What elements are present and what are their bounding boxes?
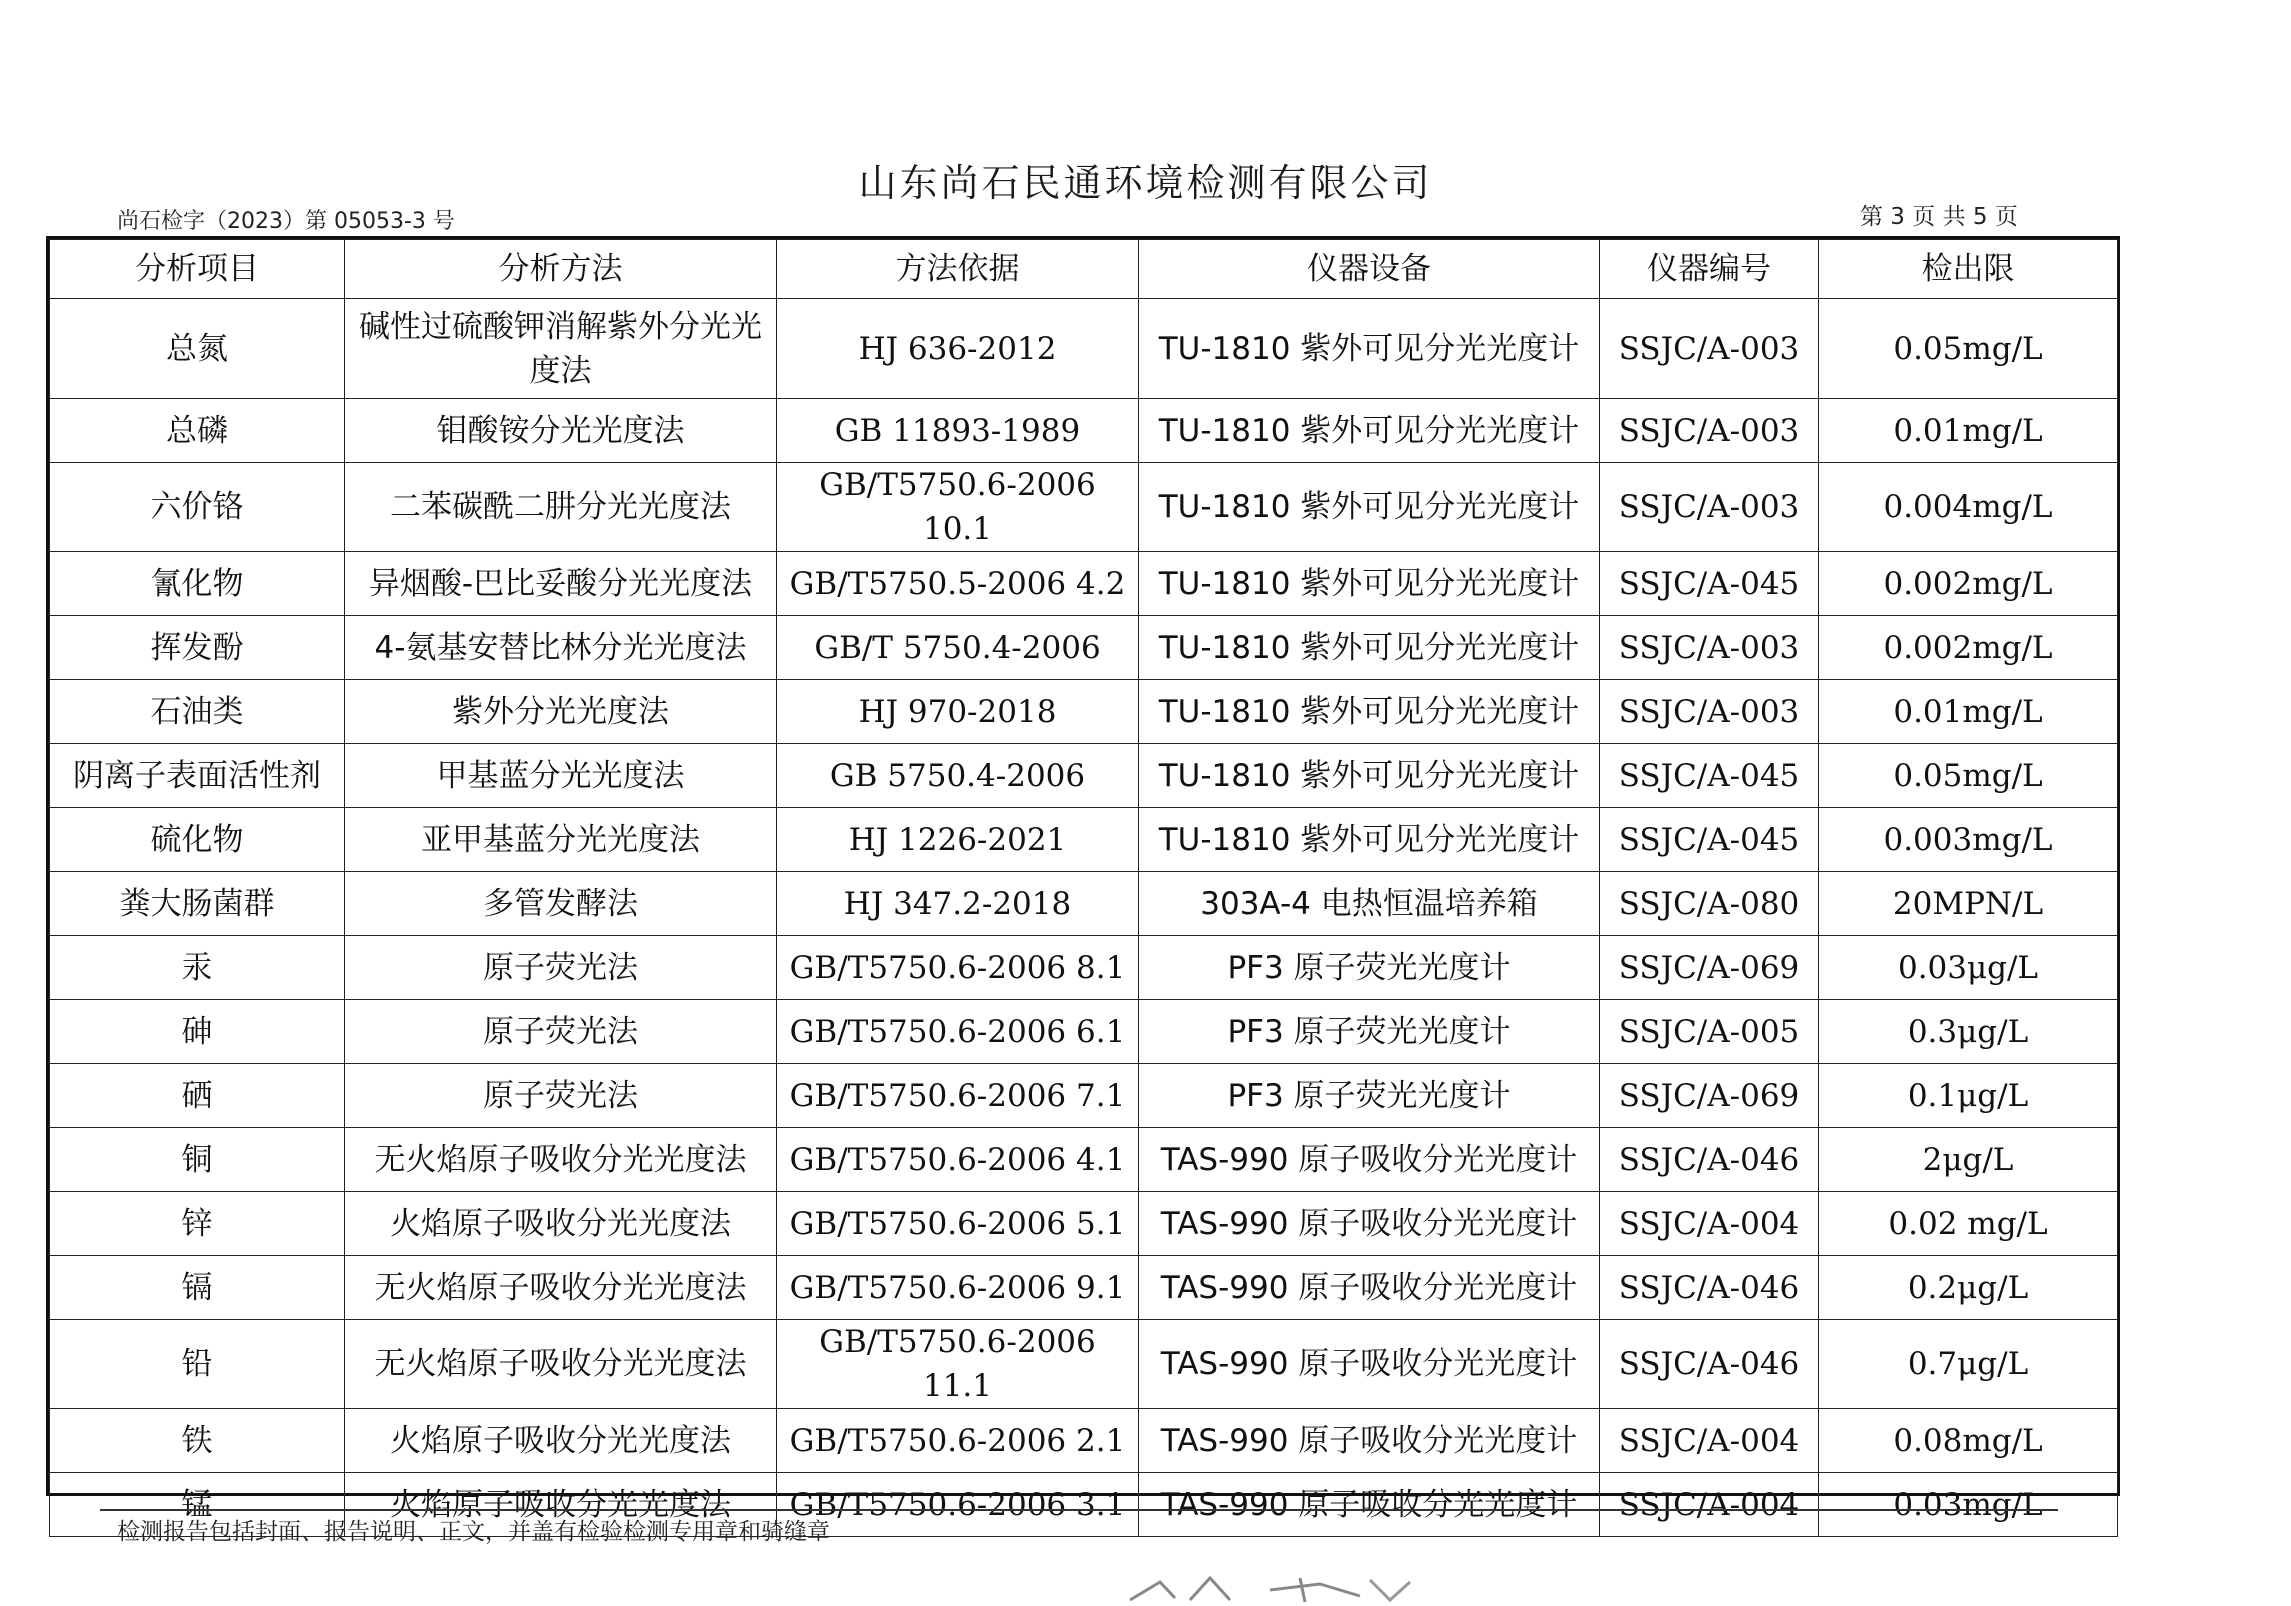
header-method-basis: 方法依据 (777, 240, 1139, 299)
cell-method: 原子荧光法 (345, 1064, 777, 1128)
cell-method: 甲基蓝分光光度法 (345, 744, 777, 808)
cell-method: 钼酸铵分光光度法 (345, 399, 777, 463)
cell-limit: 0.05mg/L (1819, 744, 2118, 808)
table-row (50, 399, 2118, 463)
table-row (50, 463, 2118, 552)
cell-instrument-no: SSJC/A-045 (1600, 744, 1819, 808)
cell-item: 粪大肠菌群 (50, 872, 345, 936)
cell-instrument-no: SSJC/A-045 (1600, 552, 1819, 616)
cell-basis: GB/T5750.6-2006 10.1 (777, 463, 1139, 552)
cell-instrument-no: SSJC/A-003 (1600, 463, 1819, 552)
cell-instrument: TU-1810 紫外可见分光光度计 (1139, 744, 1600, 808)
cell-method: 火焰原子吸收分光光度法 (345, 1192, 777, 1256)
table-row (50, 616, 2118, 680)
cell-instrument-no: SSJC/A-046 (1600, 1320, 1819, 1409)
cell-method: 异烟酸-巴比妥酸分光光度法 (345, 552, 777, 616)
cell-instrument-no: SSJC/A-069 (1600, 1064, 1819, 1128)
cell-basis: GB/T5750.6-2006 7.1 (777, 1064, 1139, 1128)
cell-method: 碱性过硫酸钾消解紫外分光光度法 (345, 299, 777, 399)
cell-basis: GB/T5750.6-2006 9.1 (777, 1256, 1139, 1320)
table-row (50, 1064, 2118, 1128)
cell-item: 铅 (50, 1320, 345, 1409)
table-row (50, 552, 2118, 616)
cell-instrument: TU-1810 紫外可见分光光度计 (1139, 463, 1600, 552)
header-analysis-method: 分析方法 (345, 240, 777, 299)
cell-limit: 0.03μg/L (1819, 936, 2118, 1000)
cell-instrument: TU-1810 紫外可见分光光度计 (1139, 808, 1600, 872)
cell-method: 亚甲基蓝分光光度法 (345, 808, 777, 872)
cell-instrument-no: SSJC/A-004 (1600, 1473, 1819, 1537)
cell-instrument-no: SSJC/A-046 (1600, 1256, 1819, 1320)
table-row (50, 1192, 2118, 1256)
cell-method: 多管发酵法 (345, 872, 777, 936)
cell-item: 挥发酚 (50, 616, 345, 680)
cell-item: 锰 (50, 1473, 345, 1537)
method-table (46, 236, 2120, 1523)
cell-item: 阴离子表面活性剂 (50, 744, 345, 808)
cell-instrument-no: SSJC/A-005 (1600, 1000, 1819, 1064)
cell-basis: GB/T5750.5-2006 4.2 (777, 552, 1139, 616)
cell-limit: 2μg/L (1819, 1128, 2118, 1192)
cell-instrument: TAS-990 原子吸收分光光度计 (1139, 1192, 1600, 1256)
cell-instrument: TU-1810 紫外可见分光光度计 (1139, 299, 1600, 399)
cell-item: 硒 (50, 1064, 345, 1128)
table-row (50, 1000, 2118, 1064)
cell-instrument: PF3 原子荧光光度计 (1139, 936, 1600, 1000)
cell-method: 无火焰原子吸收分光光度法 (345, 1128, 777, 1192)
cell-instrument-no: SSJC/A-004 (1600, 1192, 1819, 1256)
cell-basis: GB/T5750.6-2006 5.1 (777, 1192, 1139, 1256)
cell-limit: 0.08mg/L (1819, 1409, 2118, 1473)
cell-limit: 0.01mg/L (1819, 680, 2118, 744)
cell-limit: 0.7μg/L (1819, 1320, 2118, 1409)
table-row (50, 872, 2118, 936)
table-row (50, 1128, 2118, 1192)
table-row (50, 1320, 2118, 1409)
page-number: 第 3 页 共 5 页 (1860, 204, 2018, 230)
cell-instrument-no: SSJC/A-003 (1600, 399, 1819, 463)
cell-instrument: 303A-4 电热恒温培养箱 (1139, 872, 1600, 936)
cell-item: 铜 (50, 1128, 345, 1192)
cell-item: 镉 (50, 1256, 345, 1320)
cell-limit: 0.004mg/L (1819, 463, 2118, 552)
cell-limit: 0.3μg/L (1819, 1000, 2118, 1064)
cell-instrument: TAS-990 原子吸收分光光度计 (1139, 1320, 1600, 1409)
seal-stamp-fragment (1120, 1570, 1420, 1606)
cell-method: 4-氨基安替比林分光光度法 (345, 616, 777, 680)
cell-basis: GB/T5750.6-2006 11.1 (777, 1320, 1139, 1409)
cell-instrument: TU-1810 紫外可见分光光度计 (1139, 399, 1600, 463)
cell-basis: HJ 970-2018 (777, 680, 1139, 744)
cell-instrument-no: SSJC/A-004 (1600, 1409, 1819, 1473)
table-row (50, 936, 2118, 1000)
cell-limit: 0.002mg/L (1819, 552, 2118, 616)
cell-instrument-no: SSJC/A-003 (1600, 299, 1819, 399)
cell-instrument-no: SSJC/A-003 (1600, 680, 1819, 744)
table-body (50, 299, 2118, 1537)
cell-instrument-no: SSJC/A-046 (1600, 1128, 1819, 1192)
table-row (50, 680, 2118, 744)
cell-limit: 0.2μg/L (1819, 1256, 2118, 1320)
cell-limit: 0.03mg/L (1819, 1473, 2118, 1537)
cell-basis: GB/T5750.6-2006 4.1 (777, 1128, 1139, 1192)
cell-instrument-no: SSJC/A-003 (1600, 616, 1819, 680)
header-analysis-item: 分析项目 (50, 240, 345, 299)
cell-method: 原子荧光法 (345, 936, 777, 1000)
cell-item: 氰化物 (50, 552, 345, 616)
header-instrument: 仪器设备 (1139, 240, 1600, 299)
cell-item: 铁 (50, 1409, 345, 1473)
cell-limit: 0.05mg/L (1819, 299, 2118, 399)
cell-instrument-no: SSJC/A-045 (1600, 808, 1819, 872)
header-instrument-no: 仪器编号 (1600, 240, 1819, 299)
cell-method: 原子荧光法 (345, 1000, 777, 1064)
cell-basis: HJ 1226-2021 (777, 808, 1139, 872)
table-header-row (50, 240, 2118, 299)
cell-instrument: PF3 原子荧光光度计 (1139, 1000, 1600, 1064)
cell-method: 无火焰原子吸收分光光度法 (345, 1320, 777, 1409)
cell-instrument: TAS-990 原子吸收分光光度计 (1139, 1128, 1600, 1192)
cell-item: 六价铬 (50, 463, 345, 552)
cell-instrument: TAS-990 原子吸收分光光度计 (1139, 1256, 1600, 1320)
cell-instrument-no: SSJC/A-069 (1600, 936, 1819, 1000)
cell-item: 石油类 (50, 680, 345, 744)
table-row (50, 744, 2118, 808)
cell-limit: 0.002mg/L (1819, 616, 2118, 680)
header-detection-limit: 检出限 (1819, 240, 2118, 299)
cell-item: 锌 (50, 1192, 345, 1256)
cell-item: 砷 (50, 1000, 345, 1064)
cell-limit: 0.003mg/L (1819, 808, 2118, 872)
company-name: 山东尚石民通环境检测有限公司 (858, 161, 1433, 205)
cell-instrument: TAS-990 原子吸收分光光度计 (1139, 1473, 1600, 1537)
cell-limit: 0.1μg/L (1819, 1064, 2118, 1128)
cell-basis: GB/T5750.6-2006 6.1 (777, 1000, 1139, 1064)
cell-basis: GB/T5750.6-2006 8.1 (777, 936, 1139, 1000)
cell-basis: GB/T5750.6-2006 2.1 (777, 1409, 1139, 1473)
footer-divider (100, 1509, 2058, 1511)
cell-basis: GB/T5750.6-2006 3.1 (777, 1473, 1139, 1537)
footer-note: 检测报告包括封面、报告说明、正文，并盖有检验检测专用章和骑缝章 (117, 1519, 830, 1545)
cell-basis: GB 5750.4-2006 (777, 744, 1139, 808)
table-row (50, 1409, 2118, 1473)
table-row (50, 299, 2118, 399)
cell-basis: HJ 347.2-2018 (777, 872, 1139, 936)
cell-instrument: PF3 原子荧光光度计 (1139, 1064, 1600, 1128)
cell-limit: 0.02 mg/L (1819, 1192, 2118, 1256)
cell-item: 总磷 (50, 399, 345, 463)
table-row (50, 1256, 2118, 1320)
cell-item: 总氮 (50, 299, 345, 399)
table-row (50, 808, 2118, 872)
cell-method: 紫外分光光度法 (345, 680, 777, 744)
cell-method: 火焰原子吸收分光光度法 (345, 1473, 777, 1537)
cell-basis: GB 11893-1989 (777, 399, 1139, 463)
cell-limit: 20MPN/L (1819, 872, 2118, 936)
cell-instrument-no: SSJC/A-080 (1600, 872, 1819, 936)
cell-item: 汞 (50, 936, 345, 1000)
cell-method: 二苯碳酰二肼分光光度法 (345, 463, 777, 552)
report-number: 尚石检字（2023）第 05053-3 号 (117, 209, 455, 234)
cell-basis: HJ 636-2012 (777, 299, 1139, 399)
cell-method: 无火焰原子吸收分光光度法 (345, 1256, 777, 1320)
cell-instrument: TU-1810 紫外可见分光光度计 (1139, 616, 1600, 680)
cell-method: 火焰原子吸收分光光度法 (345, 1409, 777, 1473)
cell-limit: 0.01mg/L (1819, 399, 2118, 463)
cell-instrument: TU-1810 紫外可见分光光度计 (1139, 552, 1600, 616)
cell-instrument: TU-1810 紫外可见分光光度计 (1139, 680, 1600, 744)
cell-instrument: TAS-990 原子吸收分光光度计 (1139, 1409, 1600, 1473)
cell-item: 硫化物 (50, 808, 345, 872)
cell-basis: GB/T 5750.4-2006 (777, 616, 1139, 680)
